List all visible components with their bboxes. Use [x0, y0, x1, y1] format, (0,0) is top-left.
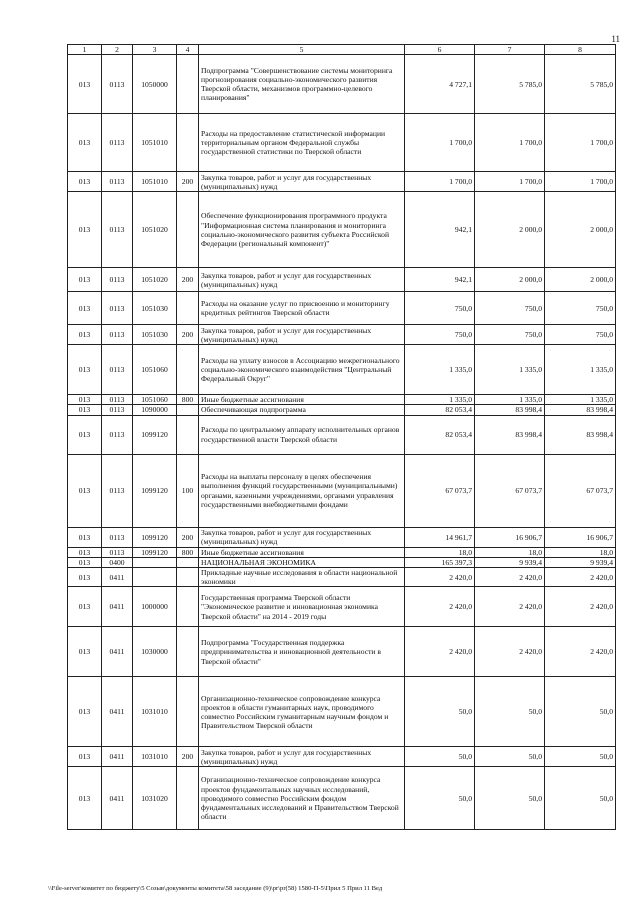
expense-type-cell: 100 — [177, 454, 199, 527]
target-code-cell: 1030000 — [133, 627, 177, 677]
table-row — [68, 395, 616, 405]
target-code-cell: 1099120 — [133, 415, 177, 454]
target-code-cell: 1051030 — [133, 325, 177, 345]
table-row — [68, 568, 616, 587]
amount-col6-cell: 18,0 — [405, 547, 475, 557]
expense-type-cell — [177, 415, 199, 454]
header-col-7: 7 — [475, 45, 545, 55]
expense-type-cell — [177, 55, 199, 114]
admin-code-cell: 013 — [68, 55, 102, 114]
section-code-cell: 0113 — [102, 172, 133, 192]
description-cell: Расходы по центральному аппарату исполнительных органов государственной власти Тверской области — [199, 415, 405, 454]
amount-col8-cell: 18,0 — [545, 547, 616, 557]
description-cell: Закупка товаров, работ и услуг для государственных (муниципальных) нужд — [199, 527, 405, 547]
header-col-4: 4 — [177, 45, 199, 55]
amount-col6-cell: 1 700,0 — [405, 172, 475, 192]
table-row — [68, 345, 616, 395]
table-row — [68, 587, 616, 627]
target-code-cell: 1051060 — [133, 395, 177, 405]
table-row — [68, 325, 616, 345]
target-code-cell: 1051020 — [133, 192, 177, 268]
amount-col8-cell: 16 906,7 — [545, 527, 616, 547]
target-code-cell: 1031010 — [133, 747, 177, 767]
description-cell: Закупка товаров, работ и услуг для государственных (муниципальных) нужд — [199, 172, 405, 192]
table-row — [68, 767, 616, 830]
amount-col7-cell: 2 420,0 — [475, 587, 545, 627]
table-row — [68, 292, 616, 325]
amount-col7-cell: 16 906,7 — [475, 527, 545, 547]
amount-col6-cell: 67 073,7 — [405, 454, 475, 527]
table-row — [68, 55, 616, 114]
description-cell: Закупка товаров, работ и услуг для государственных (муниципальных) нужд — [199, 747, 405, 767]
amount-col8-cell: 2 000,0 — [545, 268, 616, 292]
target-code-cell: 1099120 — [133, 547, 177, 557]
amount-col6-cell: 1 335,0 — [405, 395, 475, 405]
amount-col6-cell: 942,1 — [405, 268, 475, 292]
admin-code-cell: 013 — [68, 395, 102, 405]
admin-code-cell: 013 — [68, 557, 102, 567]
amount-col7-cell: 5 785,0 — [475, 55, 545, 114]
admin-code-cell: 013 — [68, 325, 102, 345]
amount-col6-cell: 82 053,4 — [405, 415, 475, 454]
amount-col8-cell: 2 420,0 — [545, 568, 616, 587]
target-code-cell: 1099120 — [133, 454, 177, 527]
amount-col8-cell: 750,0 — [545, 292, 616, 325]
section-code-cell: 0113 — [102, 454, 133, 527]
target-code-cell: 1050000 — [133, 55, 177, 114]
section-code-cell: 0113 — [102, 192, 133, 268]
amount-col6-cell: 165 397,3 — [405, 557, 475, 567]
amount-col8-cell: 50,0 — [545, 747, 616, 767]
amount-col6-cell: 50,0 — [405, 747, 475, 767]
section-code-cell: 0113 — [102, 114, 133, 172]
admin-code-cell: 013 — [68, 627, 102, 677]
target-code-cell: 1051060 — [133, 345, 177, 395]
expense-type-cell: 200 — [177, 325, 199, 345]
admin-code-cell: 013 — [68, 547, 102, 557]
expense-type-cell: 800 — [177, 395, 199, 405]
section-code-cell: 0113 — [102, 547, 133, 557]
amount-col8-cell: 50,0 — [545, 677, 616, 747]
section-code-cell: 0113 — [102, 415, 133, 454]
admin-code-cell: 013 — [68, 747, 102, 767]
amount-col8-cell: 50,0 — [545, 767, 616, 830]
header-col-6: 6 — [405, 45, 475, 55]
section-code-cell: 0113 — [102, 345, 133, 395]
amount-col7-cell: 2 000,0 — [475, 268, 545, 292]
description-cell: Иные бюджетные ассигнования — [199, 395, 405, 405]
amount-col6-cell: 4 727,1 — [405, 55, 475, 114]
amount-col7-cell: 50,0 — [475, 767, 545, 830]
table-row — [68, 627, 616, 677]
expense-type-cell — [177, 405, 199, 415]
description-cell: Расходы на уплату взносов в Ассоциацию межрегионального социально-экономического взаимодействия "Центральный Федеральный Округ" — [199, 345, 405, 395]
expense-type-cell: 200 — [177, 747, 199, 767]
amount-col7-cell: 50,0 — [475, 677, 545, 747]
table-body — [68, 55, 616, 830]
expense-type-cell — [177, 557, 199, 567]
amount-col6-cell: 750,0 — [405, 325, 475, 345]
table-row — [68, 405, 616, 415]
expense-type-cell: 200 — [177, 172, 199, 192]
admin-code-cell: 013 — [68, 587, 102, 627]
amount-col6-cell: 1 700,0 — [405, 114, 475, 172]
target-code-cell: 1051020 — [133, 268, 177, 292]
expense-type-cell — [177, 114, 199, 172]
admin-code-cell: 013 — [68, 677, 102, 747]
description-cell: Обеспечение функционирования программного продукта "Информационная система планирования и мониторинга социально-экономического развития субъекта Российской Федерации (региональный компонент)" — [199, 192, 405, 268]
expense-type-cell — [177, 292, 199, 325]
amount-col8-cell: 1 700,0 — [545, 114, 616, 172]
amount-col6-cell: 750,0 — [405, 292, 475, 325]
admin-code-cell: 013 — [68, 268, 102, 292]
description-cell: Подпрограмма "Совершенствование системы мониторинга прогнозирования социально-экономического развития Тверской области, механизмов программно-целевого планирования" — [199, 55, 405, 114]
description-cell: Организационно-техническое сопровождение конкурса проектов в области гуманитарных наук, проводимого совместно Российским гуманитарным научным фондом и Правительством Тверской области — [199, 677, 405, 747]
amount-col6-cell: 942,1 — [405, 192, 475, 268]
description-cell: Закупка товаров, работ и услуг для государственных (муниципальных) нужд — [199, 325, 405, 345]
table-row — [68, 415, 616, 454]
amount-col8-cell: 83 998,4 — [545, 405, 616, 415]
description-cell: Закупка товаров, работ и услуг для государственных (муниципальных) нужд — [199, 268, 405, 292]
section-code-cell: 0113 — [102, 325, 133, 345]
table-row — [68, 547, 616, 557]
admin-code-cell: 013 — [68, 192, 102, 268]
target-code-cell: 1051010 — [133, 114, 177, 172]
admin-code-cell: 013 — [68, 345, 102, 395]
admin-code-cell: 013 — [68, 454, 102, 527]
amount-col8-cell: 2 000,0 — [545, 192, 616, 268]
admin-code-cell: 013 — [68, 527, 102, 547]
amount-col8-cell: 1 335,0 — [545, 395, 616, 405]
section-code-cell: 0113 — [102, 527, 133, 547]
amount-col8-cell: 1 700,0 — [545, 172, 616, 192]
budget-table — [67, 44, 616, 830]
expense-type-cell: 200 — [177, 268, 199, 292]
section-code-cell: 0113 — [102, 292, 133, 325]
table-row — [68, 454, 616, 527]
amount-col7-cell: 750,0 — [475, 325, 545, 345]
table-header-row — [68, 45, 616, 55]
amount-col7-cell: 1 700,0 — [475, 172, 545, 192]
description-cell: Подпрограмма "Государственная поддержка предпринимательства и инновационной деятельности в Тверской области" — [199, 627, 405, 677]
amount-col8-cell: 67 073,7 — [545, 454, 616, 527]
table-row — [68, 527, 616, 547]
target-code-cell: 1051010 — [133, 172, 177, 192]
expense-type-cell — [177, 192, 199, 268]
admin-code-cell: 013 — [68, 292, 102, 325]
amount-col7-cell: 1 335,0 — [475, 345, 545, 395]
file-path-footer: \\File-server\комитет по бюджету\5 Созыв\документы комитета\58 заседание (9)\pr\pr(58) 1580-П-5\Прил 5 Прил 11 Вед — [48, 885, 383, 892]
amount-col7-cell: 750,0 — [475, 292, 545, 325]
expense-type-cell: 200 — [177, 527, 199, 547]
expense-type-cell — [177, 345, 199, 395]
amount-col6-cell: 1 335,0 — [405, 345, 475, 395]
amount-col7-cell: 9 939,4 — [475, 557, 545, 567]
amount-col7-cell: 2 000,0 — [475, 192, 545, 268]
amount-col7-cell: 2 420,0 — [475, 627, 545, 677]
amount-col7-cell: 83 998,4 — [475, 405, 545, 415]
expense-type-cell — [177, 568, 199, 587]
amount-col6-cell: 14 961,7 — [405, 527, 475, 547]
amount-col6-cell: 2 420,0 — [405, 587, 475, 627]
header-col-8: 8 — [545, 45, 616, 55]
description-cell: Обеспечивающая подпрограмма — [199, 405, 405, 415]
admin-code-cell: 013 — [68, 405, 102, 415]
amount-col6-cell: 50,0 — [405, 767, 475, 830]
expense-type-cell — [177, 627, 199, 677]
amount-col7-cell: 1 335,0 — [475, 395, 545, 405]
target-code-cell: 1031020 — [133, 767, 177, 830]
section-code-cell: 0113 — [102, 55, 133, 114]
section-code-cell: 0411 — [102, 587, 133, 627]
expense-type-cell: 800 — [177, 547, 199, 557]
amount-col7-cell: 67 073,7 — [475, 454, 545, 527]
description-cell: Организационно-техническое сопровождение конкурса проектов фундаментальных научных исследований, проводимого совместно Российским фондом фундаментальных исследований и Правительством Тверской области — [199, 767, 405, 830]
target-code-cell: 1000000 — [133, 587, 177, 627]
amount-col8-cell: 1 335,0 — [545, 345, 616, 395]
admin-code-cell: 013 — [68, 172, 102, 192]
table-row — [68, 677, 616, 747]
amount-col6-cell: 82 053,4 — [405, 405, 475, 415]
amount-col8-cell: 2 420,0 — [545, 587, 616, 627]
description-cell: Расходы на предоставление статистической информации территориальным органом Федеральной службы государственной статистики по Тверской области — [199, 114, 405, 172]
table-row — [68, 114, 616, 172]
section-code-cell: 0411 — [102, 747, 133, 767]
amount-col8-cell: 2 420,0 — [545, 627, 616, 677]
amount-col7-cell: 50,0 — [475, 747, 545, 767]
section-code-cell: 0400 — [102, 557, 133, 567]
amount-col7-cell: 2 420,0 — [475, 568, 545, 587]
table-row — [68, 268, 616, 292]
admin-code-cell: 013 — [68, 114, 102, 172]
admin-code-cell: 013 — [68, 568, 102, 587]
amount-col6-cell: 2 420,0 — [405, 627, 475, 677]
section-code-cell: 0411 — [102, 767, 133, 830]
target-code-cell: 1099120 — [133, 527, 177, 547]
amount-col8-cell: 5 785,0 — [545, 55, 616, 114]
description-cell: Расходы на выплаты персоналу в целях обеспечения выполнения функций государственными (муниципальными) органами, казенными учреждениями, органами управления государственными внебюджетными фондами — [199, 454, 405, 527]
target-code-cell: 1031010 — [133, 677, 177, 747]
table-row — [68, 557, 616, 567]
amount-col8-cell: 83 998,4 — [545, 415, 616, 454]
section-code-cell: 0113 — [102, 268, 133, 292]
target-code-cell — [133, 568, 177, 587]
expense-type-cell — [177, 677, 199, 747]
amount-col7-cell: 18,0 — [475, 547, 545, 557]
header-col-5: 5 — [199, 45, 405, 55]
table-row — [68, 172, 616, 192]
expense-type-cell — [177, 767, 199, 830]
section-code-cell: 0411 — [102, 627, 133, 677]
amount-col8-cell: 750,0 — [545, 325, 616, 345]
target-code-cell: 1051030 — [133, 292, 177, 325]
header-col-2: 2 — [102, 45, 133, 55]
amount-col7-cell: 83 998,4 — [475, 415, 545, 454]
amount-col6-cell: 2 420,0 — [405, 568, 475, 587]
description-cell: Расходы на оказание услуг по присвоению и мониторингу кредитных рейтингов Тверской области — [199, 292, 405, 325]
target-code-cell: 1090000 — [133, 405, 177, 415]
admin-code-cell: 013 — [68, 415, 102, 454]
description-cell: Иные бюджетные ассигнования — [199, 547, 405, 557]
description-cell: Прикладные научные исследования в области национальной экономики — [199, 568, 405, 587]
table-row — [68, 747, 616, 767]
description-cell: Государственная программа Тверской области "Экономическое развитие и инновационная экономика Тверской области" на 2014 - 2019 годы — [199, 587, 405, 627]
amount-col8-cell: 9 939,4 — [545, 557, 616, 567]
description-cell: НАЦИОНАЛЬНАЯ ЭКОНОМИКА — [199, 557, 405, 567]
page-number: 11 — [611, 34, 620, 44]
section-code-cell: 0113 — [102, 395, 133, 405]
expense-type-cell — [177, 587, 199, 627]
header-col-1: 1 — [68, 45, 102, 55]
section-code-cell: 0113 — [102, 405, 133, 415]
admin-code-cell: 013 — [68, 767, 102, 830]
section-code-cell: 0411 — [102, 677, 133, 747]
section-code-cell: 0411 — [102, 568, 133, 587]
amount-col7-cell: 1 700,0 — [475, 114, 545, 172]
header-col-3: 3 — [133, 45, 177, 55]
target-code-cell — [133, 557, 177, 567]
table-row — [68, 192, 616, 268]
amount-col6-cell: 50,0 — [405, 677, 475, 747]
